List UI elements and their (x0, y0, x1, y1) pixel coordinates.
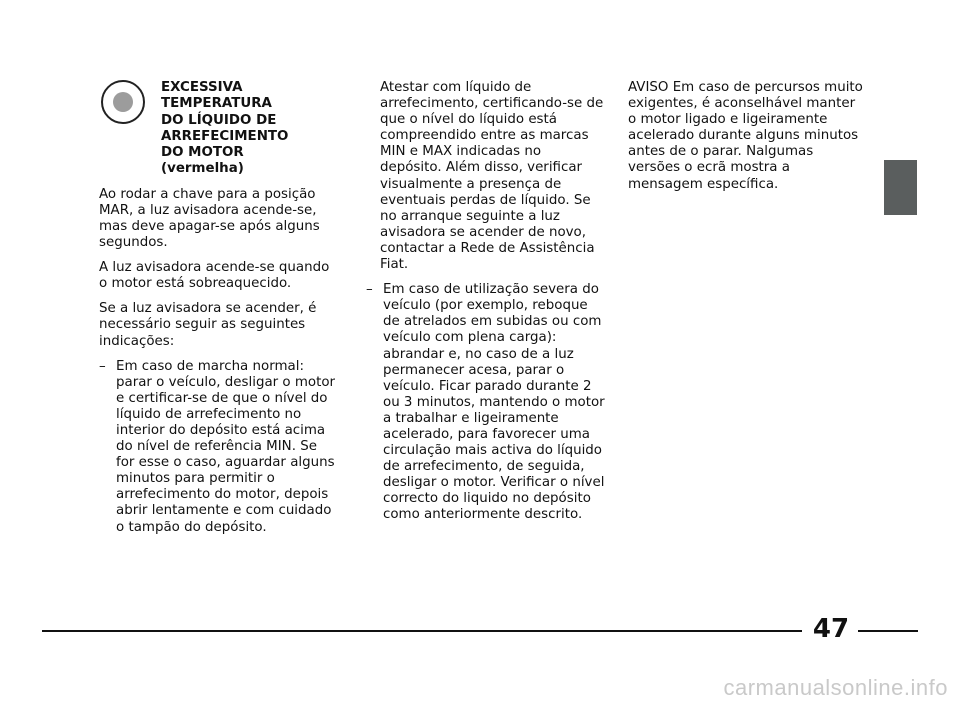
footer-rule-right (858, 630, 918, 632)
right-column (628, 80, 863, 202)
middle-column (366, 80, 606, 533)
watermark: carmanualsonline.info (723, 675, 948, 700)
left-column (99, 80, 339, 545)
paragraph-instructions-intro: Se a luz avisadora se acender, é necessário seguir as seguintes indicações: (99, 301, 317, 349)
list-item-severe-use (366, 282, 606, 523)
list-dash: – (366, 282, 373, 298)
page-number: 47 (812, 614, 850, 644)
list-item-text: Em caso de marcha normal: parar o veículo, desligar o motor e certificar-se de que o nível do líquido de arrefecimento no interior do depósito está acima do nível de referência MIN. Se for esse o caso, aguardar alguns minutos para permitir o arrefecimento do motor, depois abrir lentamente e com cuidado o tampão do depósito. (116, 358, 336, 535)
title-line-4: ARREFECIMENTO (161, 128, 289, 144)
list-item-text: Em caso de utilização severa do veículo (por exemplo, reboque de atrelados em subidas ou com veículo com plena carga): abrandar e, no caso de a luz permanecer acesa, parar o veículo. Ficar parado durante 2 ou 3 minutos, mantendo o motor a trabalhar e ligeiramente acelerado, para favorecer uma circulação mais activa do líquido de arrefecimento, de seguida, desligar o motor. Verificar o nível correcto do liquido no depósito como anteriormente descrito. (383, 282, 605, 523)
list-item-normal-driving (99, 359, 339, 536)
section-side-tab (884, 160, 917, 215)
continued-list-text: Atestar com líquido de arrefecimento, certificando-se de que o nível do líquido está compreendido entre as marcas MIN e MAX indicadas no depósito. Além disso, verificar visualmente a presença de eventuais perdas de líquido. Se no arranque seguinte a luz avisadora se acender de novo, contactar a Rede de Assistência Fiat. (380, 80, 604, 273)
section-title (161, 80, 339, 178)
paragraph-key-position: Ao rodar a chave para a posição MAR, a luz avisadora acende-se, mas deve apagar-se após alguns segundos. (99, 186, 320, 251)
title-line-1: EXCESSIVA (161, 80, 243, 95)
paragraph-overheat: A luz avisadora acende-se quando o motor está sobreaquecido. (99, 260, 330, 292)
title-line-6: (vermelha) (161, 161, 244, 177)
title-line-5: DO MOTOR (161, 145, 244, 161)
list-dash: – (99, 358, 106, 374)
title-line-3: DO LÍQUIDO DE (161, 112, 277, 128)
notice-paragraph: AVISO Em caso de percursos muito exigentes, é aconselhável manter o motor ligado e ligeiramente acelerado durante alguns minutos antes de o parar. Nalgumas versões o ecrã mostra a mensagem específica. (628, 80, 863, 192)
footer-rule-left (42, 630, 802, 632)
title-line-2: TEMPERATURA (161, 96, 272, 112)
